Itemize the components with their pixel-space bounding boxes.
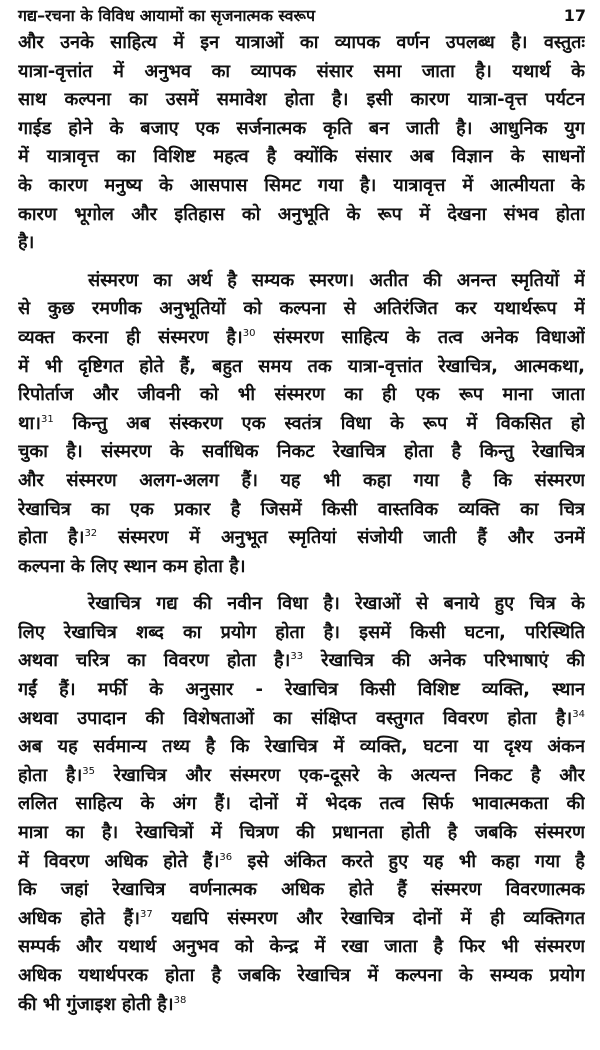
- text-line: [18, 790, 585, 819]
- text-segment: की भी गुंजाइश होती है।: [18, 993, 174, 1015]
- running-header: [18, 3, 586, 27]
- text-segment: में विवरण अधिक होते हैं।: [18, 850, 220, 872]
- footnote-reference: 30: [242, 327, 256, 339]
- text-segment: में भी दृष्टिगत होते हैं, बहुत समय तक यात्रा-वृत्तांत रेखाचित्र, आत्मकथा,: [18, 355, 585, 377]
- text-segment: रेखाचित्र की अनेक परिभाषाएं की: [303, 650, 585, 672]
- text-segment: गाईड होने के बजाए एक सर्जनात्मक कृति बन जाती है। आधुनिक युग: [18, 117, 585, 139]
- text-line: [18, 991, 585, 1020]
- text-line: [18, 267, 585, 296]
- text-segment: यात्रा-वृत्तांत में अनुभव का व्यापक संसार समा जाता है। यथार्थ के: [18, 60, 585, 82]
- text-line: [18, 353, 585, 382]
- text-line: [18, 324, 585, 353]
- text-line: [18, 381, 585, 410]
- text-segment: होता है।: [18, 527, 85, 549]
- text-segment: कारण भूगोल और इतिहास को अनुभूति के रूप में देखना संभव होता: [18, 203, 585, 225]
- paragraph: [18, 267, 585, 582]
- text-segment: रेखाचित्र का एक प्रकार है जिसमें किसी वास्तविक व्यक्ति का चित्र: [18, 498, 585, 520]
- text-segment: व्यक्त करना ही संस्मरण है।: [18, 326, 243, 348]
- text-segment: और संस्मरण अलग-अलग हैं। यह भी कहा गया है कि संस्मरण: [18, 469, 585, 491]
- text-segment: होता है।: [18, 764, 83, 786]
- text-segment: सम्पर्क और यथार्थ अनुभव को केन्द्र में रखा जाता है फिर भी संस्मरण: [18, 936, 585, 958]
- footnote-reference: 31: [41, 413, 54, 425]
- text-segment: साथ कल्पना का उसमें समावेश होता है। इसी कारण यात्रा-वृत्त पर्यटन: [18, 89, 585, 111]
- text-segment: रिपोर्ताज और जीवनी को भी संस्मरण का ही एक रूप माना जाता: [18, 384, 585, 406]
- text-line: [18, 647, 585, 676]
- footnote-reference: 34: [572, 708, 585, 720]
- text-line: [18, 58, 585, 87]
- text-segment: अथवा चरित्र का विवरण होता है।: [18, 650, 291, 672]
- text-line: [18, 553, 585, 582]
- text-segment: रेखाचित्र और संस्मरण एक-दूसरे के अत्यन्त निकट है और: [95, 764, 585, 786]
- text-segment: में यात्रावृत्त का विशिष्ट महत्व है क्योंकि संसार अब विज्ञान के साधनों: [18, 146, 585, 168]
- text-segment: कल्पना के लिए स्थान कम होता है।: [18, 555, 246, 577]
- text-line: [18, 86, 585, 115]
- text-segment: यद्यपि संस्मरण और रेखाचित्र दोनों में ही व्यक्तिगत: [152, 907, 585, 929]
- text-line: [18, 438, 585, 467]
- text-segment: चुका है। संस्मरण के सर्वाधिक निकट रेखाचित्र होता है किन्तु रेखाचित्र: [18, 441, 585, 463]
- text-line: [18, 676, 585, 705]
- text-segment: किन्तु अब संस्करण एक स्वतंत्र विधा के रूप में विकसित हो: [53, 412, 585, 434]
- text-line: [18, 467, 585, 496]
- text-segment: ललित साहित्य के अंग हैं। दोनों में भेदक तत्व सिर्फ भावात्मकता की: [18, 793, 585, 815]
- text-segment: गईं हैं। मर्फी के अनुसार - रेखाचित्र किसी विशिष्ट व्यक्ति, स्थान: [18, 679, 585, 701]
- text-segment: रेखाचित्र गद्य की नवीन विधा है। रेखाओं से बनाये हुए चित्र के: [88, 593, 585, 615]
- text-line: [18, 876, 585, 905]
- text-line: [18, 496, 585, 525]
- text-line: [18, 819, 585, 848]
- text-segment: से कुछ रमणीक अनुभूतियों को कल्पना से अतिरंजित कर यथार्थरूप में: [18, 298, 585, 320]
- text-segment: अधिक यथार्थपरक होता है जबकि रेखाचित्र में कल्पना के सम्यक प्रयोग: [18, 965, 585, 986]
- text-segment: कि जहां रेखाचित्र वर्णनात्मक अधिक होते हैं संस्मरण विवरणात्मक: [18, 879, 585, 901]
- text-segment: इसे अंकित करते हुए यह भी कहा गया है: [232, 850, 585, 872]
- footnote-reference: 33: [290, 651, 304, 663]
- text-line: [18, 524, 585, 553]
- footnote-reference: 37: [140, 908, 153, 920]
- text-line: [18, 705, 585, 734]
- text-line: [18, 962, 585, 991]
- text-segment: के कारण मनुष्य के आसपास सिमट गया है। यात्रावृत्त में आत्मीयता के: [18, 174, 585, 196]
- text-line: [18, 619, 585, 648]
- text-line: [18, 295, 585, 324]
- text-segment: संस्मरण का अर्थ है सम्यक स्मरण। अतीत की अनन्त स्मृतियों में: [88, 269, 585, 291]
- text-line: [18, 590, 585, 619]
- footnote-reference: 35: [82, 765, 96, 777]
- text-line: [18, 172, 585, 201]
- text-line: [18, 905, 585, 934]
- text-line: [18, 143, 585, 172]
- text-segment: संस्मरण में अनुभूत स्मृतियां संजोयी जाती हैं और उनमें: [97, 527, 585, 549]
- footnote-reference: 36: [219, 851, 233, 863]
- text-segment: अथवा उपादान की विशेषताओं का संक्षिप्त वस्तुगत विवरण होता है।: [18, 707, 573, 729]
- text-segment: अब यह सर्वमान्य तथ्य है कि रेखाचित्र में व्यक्ति, घटना या दृश्य अंकन: [18, 736, 585, 758]
- text-line: [18, 29, 585, 58]
- text-segment: अधिक होते हैं।: [18, 907, 140, 929]
- text-line: [18, 733, 585, 762]
- text-segment: और उनके साहित्य में इन यात्राओं का व्यापक वर्णन उपलब्ध है। वस्तुतः: [18, 32, 585, 53]
- text-line: [18, 933, 585, 962]
- running-title: गद्य–रचना के विविध आयामों का सृजनात्मक स्वरूप: [18, 6, 316, 25]
- text-segment: संस्मरण साहित्य के तत्व अनेक विधाओं: [255, 326, 585, 348]
- text-segment: लिए रेखाचित्र शब्द का प्रयोग होता है। इसमें किसी घटना, परिस्थिति: [18, 621, 585, 643]
- text-line: [18, 762, 585, 791]
- footnote-reference: 32: [84, 528, 98, 540]
- text-segment: था।: [18, 412, 41, 434]
- text-line: [18, 229, 585, 258]
- text-segment: है।: [18, 232, 35, 254]
- paragraph: [18, 590, 585, 1019]
- text-line: [18, 115, 585, 144]
- page-body: [18, 29, 585, 1028]
- text-line: [18, 848, 585, 877]
- page-number: 17: [563, 5, 586, 25]
- footnote-reference: 38: [173, 994, 187, 1006]
- paragraph: [18, 29, 585, 258]
- text-segment: मात्रा का है। रेखाचित्रों में चित्रण की प्रधानता होती है जबकि संस्मरण: [18, 822, 585, 844]
- text-line: [18, 410, 585, 439]
- text-line: [18, 201, 585, 230]
